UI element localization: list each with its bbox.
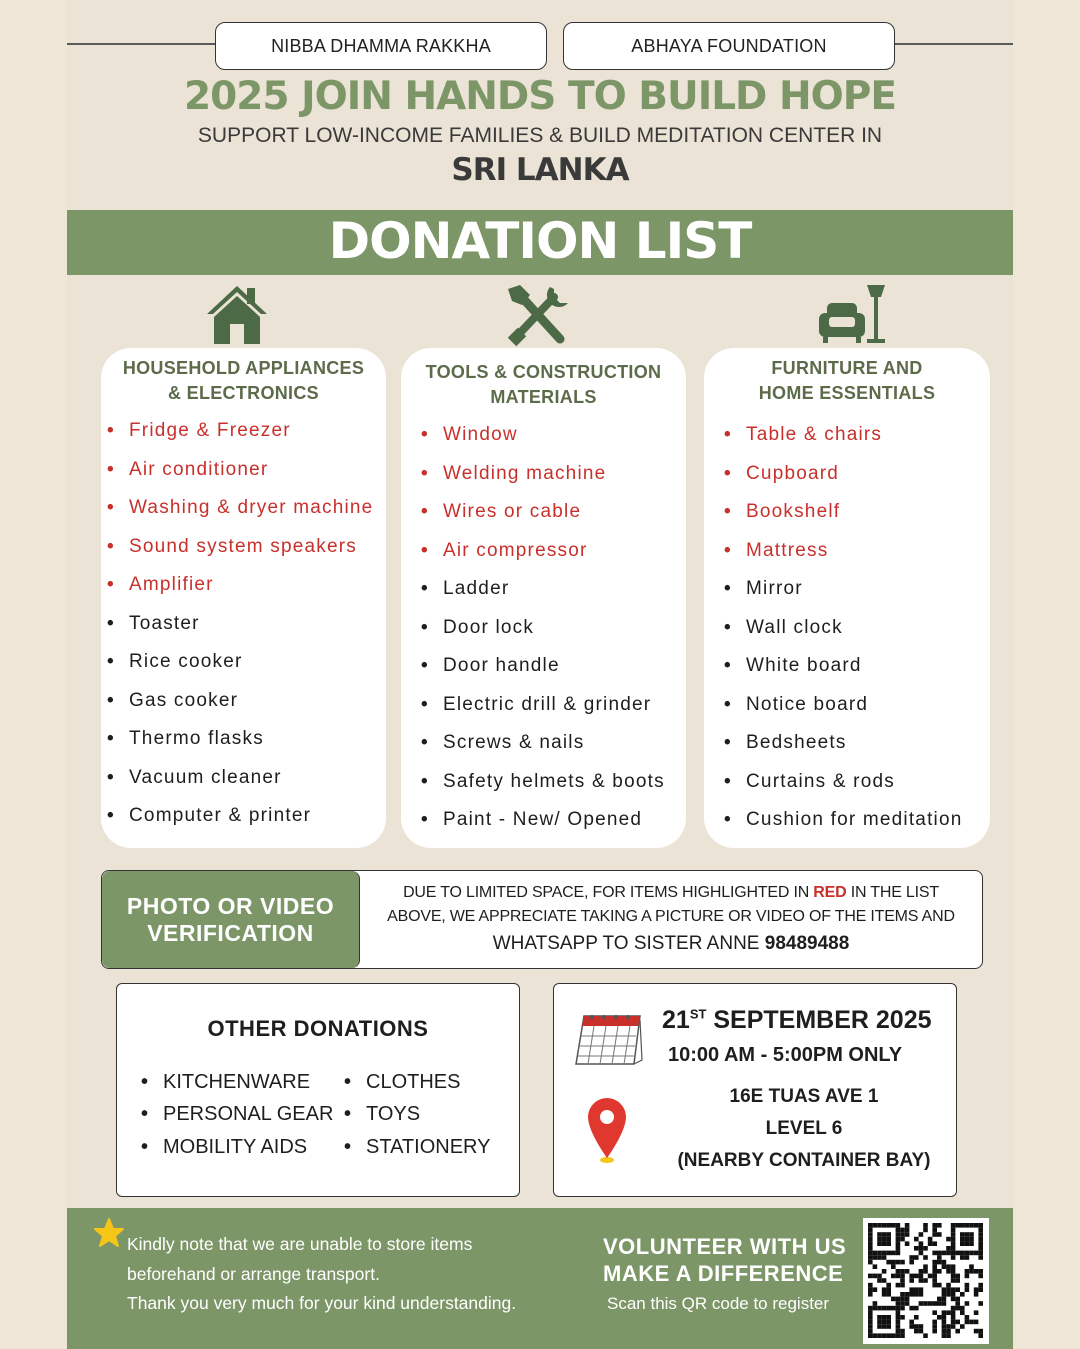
verification-label xyxy=(102,871,360,968)
list-item: • Gas cooker xyxy=(107,689,239,711)
list-item: • Safety helmets & boots xyxy=(421,770,665,792)
other-donation-item: • CLOTHES xyxy=(344,1071,461,1093)
list-item: • Vacuum cleaner xyxy=(107,766,282,788)
map-pin-icon xyxy=(586,1096,628,1164)
armchair-lamp-icon xyxy=(817,283,889,347)
card-title-line: HOME ESSENTIALS xyxy=(758,383,936,403)
list-item: • Cupboard xyxy=(724,462,840,484)
house-icon xyxy=(205,284,269,346)
event-time: 10:00 AM - 5:00PM ONLY xyxy=(668,1044,903,1066)
event-address-line: 16E TUAS AVE 1 xyxy=(729,1086,879,1107)
list-item: • Paint - New/ Opened xyxy=(421,809,643,830)
verification-text-line: ABOVE, WE APPRECIATE TAKING A PICTURE OR VIDEO OF THE ITEMS AND xyxy=(387,908,955,925)
verification-label-line: VERIFICATION xyxy=(147,919,314,946)
card-title xyxy=(101,356,386,406)
verification-text-part: IN THE LIST xyxy=(846,884,939,901)
list-item: • Computer & printer xyxy=(107,805,312,826)
footer-note-line: Kindly note that we are unable to store items xyxy=(127,1234,473,1254)
header-divider-left xyxy=(67,43,215,45)
list-item: • Sound system speakers xyxy=(107,535,357,557)
org-name-right: ABHAYA FOUNDATION xyxy=(563,22,895,70)
card-title xyxy=(401,360,686,410)
country-title: SRI LANKA xyxy=(451,152,629,188)
list-item: • Air compressor xyxy=(421,539,588,561)
other-donation-item: • KITCHENWARE xyxy=(141,1071,311,1093)
list-item: • Door handle xyxy=(421,655,560,676)
list-item: • Cushion for meditation xyxy=(724,809,963,830)
list-item: • Fridge & Freezer xyxy=(107,420,291,441)
list-item: • White board xyxy=(724,655,862,676)
list-item: • Bookshelf xyxy=(724,501,841,522)
header-divider-right xyxy=(893,43,1013,45)
other-donation-item: • MOBILITY AIDS xyxy=(141,1136,308,1158)
card-household xyxy=(101,348,386,848)
other-donation-item: • PERSONAL GEAR xyxy=(141,1103,334,1125)
other-donations-title: OTHER DONATIONS xyxy=(207,1016,429,1041)
card-title-line: TOOLS & CONSTRUCTION xyxy=(425,362,662,382)
list-item: • Mirror xyxy=(724,578,803,599)
list-item: • Amplifier xyxy=(107,574,214,595)
card-furniture xyxy=(704,348,990,848)
calendar-icon xyxy=(572,1014,644,1068)
event-address-line: (NEARBY CONTAINER BAY) xyxy=(677,1150,931,1171)
list-item: • Electric drill & grinder xyxy=(421,693,652,715)
verification-label-line: PHOTO OR VIDEO xyxy=(126,892,335,919)
list-item: • Toaster xyxy=(107,612,200,634)
list-item: • Mattress xyxy=(724,539,829,561)
flyer xyxy=(67,0,1013,1349)
tools-icon xyxy=(504,283,574,347)
card-title-line: HOUSEHOLD APPLIANCES xyxy=(122,358,365,378)
list-item: • Bedsheets xyxy=(724,732,847,753)
other-donation-item: • STATIONERY xyxy=(344,1136,491,1158)
footer xyxy=(67,1208,1013,1349)
scan-instruction: Scan this QR code to register xyxy=(607,1294,830,1313)
list-item: • Screws & nails xyxy=(421,732,585,753)
list-item: • Curtains & rods xyxy=(724,770,895,792)
whatsapp-text: WHATSAPP TO SISTER ANNE xyxy=(492,933,765,954)
card-title-line: & ELECTRONICS xyxy=(168,383,319,403)
verification-text xyxy=(364,881,978,929)
red-keyword: RED xyxy=(813,884,847,901)
qr-code[interactable] xyxy=(863,1218,989,1344)
list-item: • Thermo flasks xyxy=(107,728,264,749)
card-title xyxy=(704,356,990,406)
list-item: • Wall clock xyxy=(724,616,843,638)
volunteer-heading: VOLUNTEER WITH US xyxy=(603,1234,847,1259)
card-tools xyxy=(401,348,686,848)
verification-text-part: DUE TO LIMITED SPACE, FOR ITEMS HIGHLIGHTED IN xyxy=(403,884,814,901)
event-date: 21ST SEPTEMBER 2025 xyxy=(662,1006,932,1034)
event-address-line: LEVEL 6 xyxy=(765,1118,843,1139)
list-item: • Washing & dryer machine xyxy=(107,497,374,518)
footer-note-line: beforehand or arrange transport. xyxy=(127,1264,380,1284)
list-item: • Welding machine xyxy=(421,462,607,484)
star-icon xyxy=(94,1218,124,1248)
footer-note-line: Thank you very much for your kind understanding. xyxy=(127,1293,517,1313)
card-title-line: MATERIALS xyxy=(490,387,597,407)
list-item: • Wires or cable xyxy=(421,501,582,522)
list-item: • Notice board xyxy=(724,693,869,715)
subline: SUPPORT LOW-INCOME FAMILIES & BUILD MEDITATION CENTER IN xyxy=(197,124,883,147)
card-title-line: FURNITURE AND xyxy=(771,358,923,378)
list-item: • Air conditioner xyxy=(107,458,269,480)
other-donation-item: • TOYS xyxy=(344,1103,421,1125)
headline: 2025 JOIN HANDS TO BUILD HOPE xyxy=(183,74,897,119)
verification-box xyxy=(101,870,983,969)
whatsapp-contact xyxy=(364,933,978,955)
list-item: • Ladder xyxy=(421,578,510,599)
list-item: • Door lock xyxy=(421,616,535,638)
whatsapp-number[interactable]: 98489488 xyxy=(764,933,850,954)
org-name-left: NIBBA DHAMMA RAKKHA xyxy=(215,22,547,70)
event-box xyxy=(553,983,957,1197)
volunteer-heading: MAKE A DIFFERENCE xyxy=(603,1261,844,1286)
donation-list-banner: DONATION LIST xyxy=(67,210,1013,275)
list-item: • Rice cooker xyxy=(107,651,243,672)
list-item: • Table & chairs xyxy=(724,424,883,445)
other-donations-box xyxy=(116,983,520,1197)
list-item: • Window xyxy=(421,424,518,445)
